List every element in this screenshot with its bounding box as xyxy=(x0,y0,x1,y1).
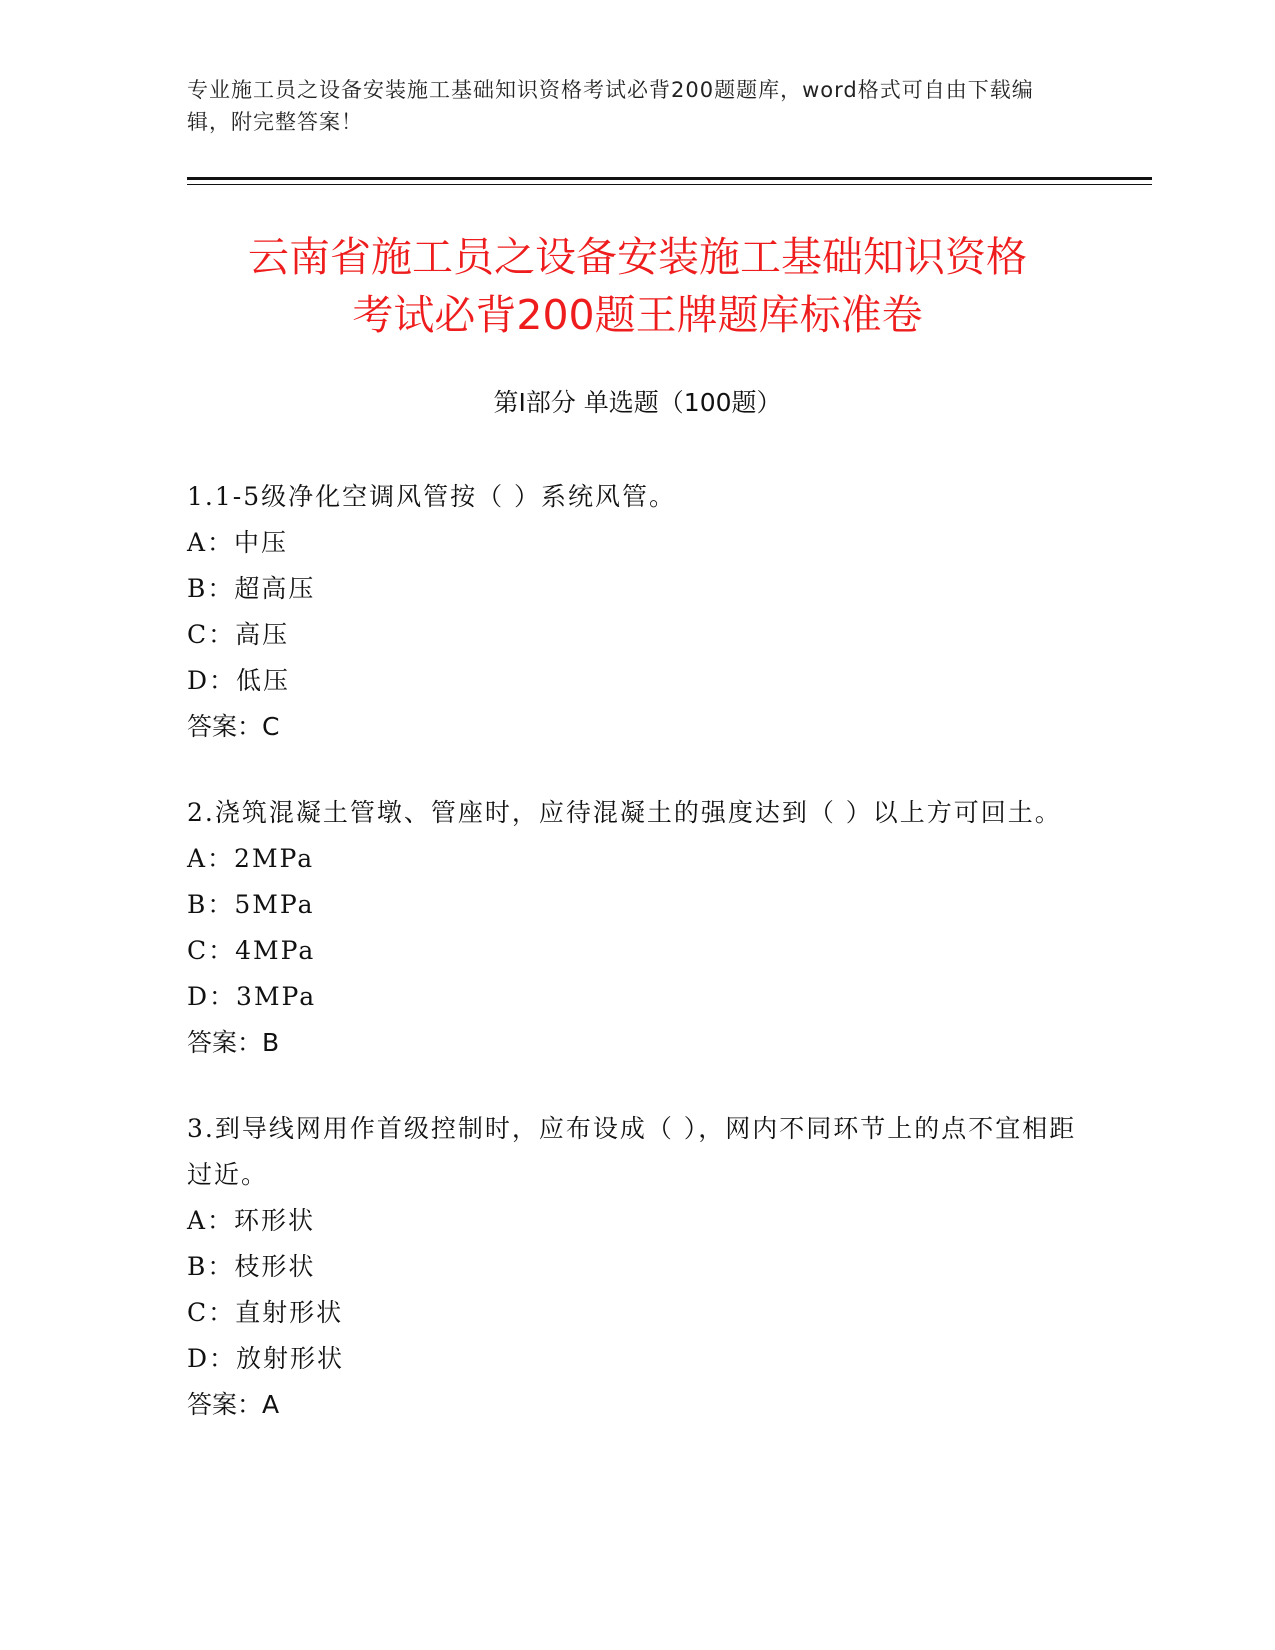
answer-line: 答案：A xyxy=(187,1390,280,1419)
question-stem: 3.到导线网用作首级控制时，应布设成（ ），网内不同环节上的点不宜相距过近。 xyxy=(187,1114,1077,1189)
header-rule-thin xyxy=(187,184,1152,185)
answer-line: 答案：C xyxy=(187,712,280,741)
document-title-line-2: 考试必背200题王牌题库标准卷 xyxy=(352,291,923,339)
document-title xyxy=(100,228,1175,344)
header-note: 专业施工员之设备安装施工基础知识资格考试必背200题题库，word格式可自由下载编辑，附完整答案！ xyxy=(187,78,1034,134)
option-a: A：2MPa xyxy=(187,844,315,873)
option-a: A：中压 xyxy=(187,528,289,557)
question-2 xyxy=(187,790,1077,1066)
answer-line: 答案：B xyxy=(187,1028,280,1057)
question-3 xyxy=(187,1106,1077,1428)
option-d: D：低压 xyxy=(187,666,291,695)
option-d: D：3MPa xyxy=(187,982,317,1011)
option-d: D：放射形状 xyxy=(187,1344,345,1373)
header-rule-thick xyxy=(187,177,1152,180)
section-heading: 第Ⅰ部分 单选题（100题） xyxy=(493,388,782,417)
question-list xyxy=(187,474,1077,1468)
question-1 xyxy=(187,474,1077,750)
document-title-line-1: 云南省施工员之设备安装施工基础知识资格 xyxy=(248,233,1027,281)
question-stem: 2.浇筑混凝土管墩、管座时，应待混凝土的强度达到（ ）以上方可回土。 xyxy=(187,798,1062,827)
option-b: B：5MPa xyxy=(187,890,315,919)
question-stem: 1.1-5级净化空调风管按（ ）系统风管。 xyxy=(187,482,677,511)
option-a: A：环形状 xyxy=(187,1206,316,1235)
option-c: C：4MPa xyxy=(187,936,316,965)
option-c: C：直射形状 xyxy=(187,1298,344,1327)
option-c: C：高压 xyxy=(187,620,290,649)
option-b: B：枝形状 xyxy=(187,1252,316,1281)
option-b: B：超高压 xyxy=(187,574,316,603)
